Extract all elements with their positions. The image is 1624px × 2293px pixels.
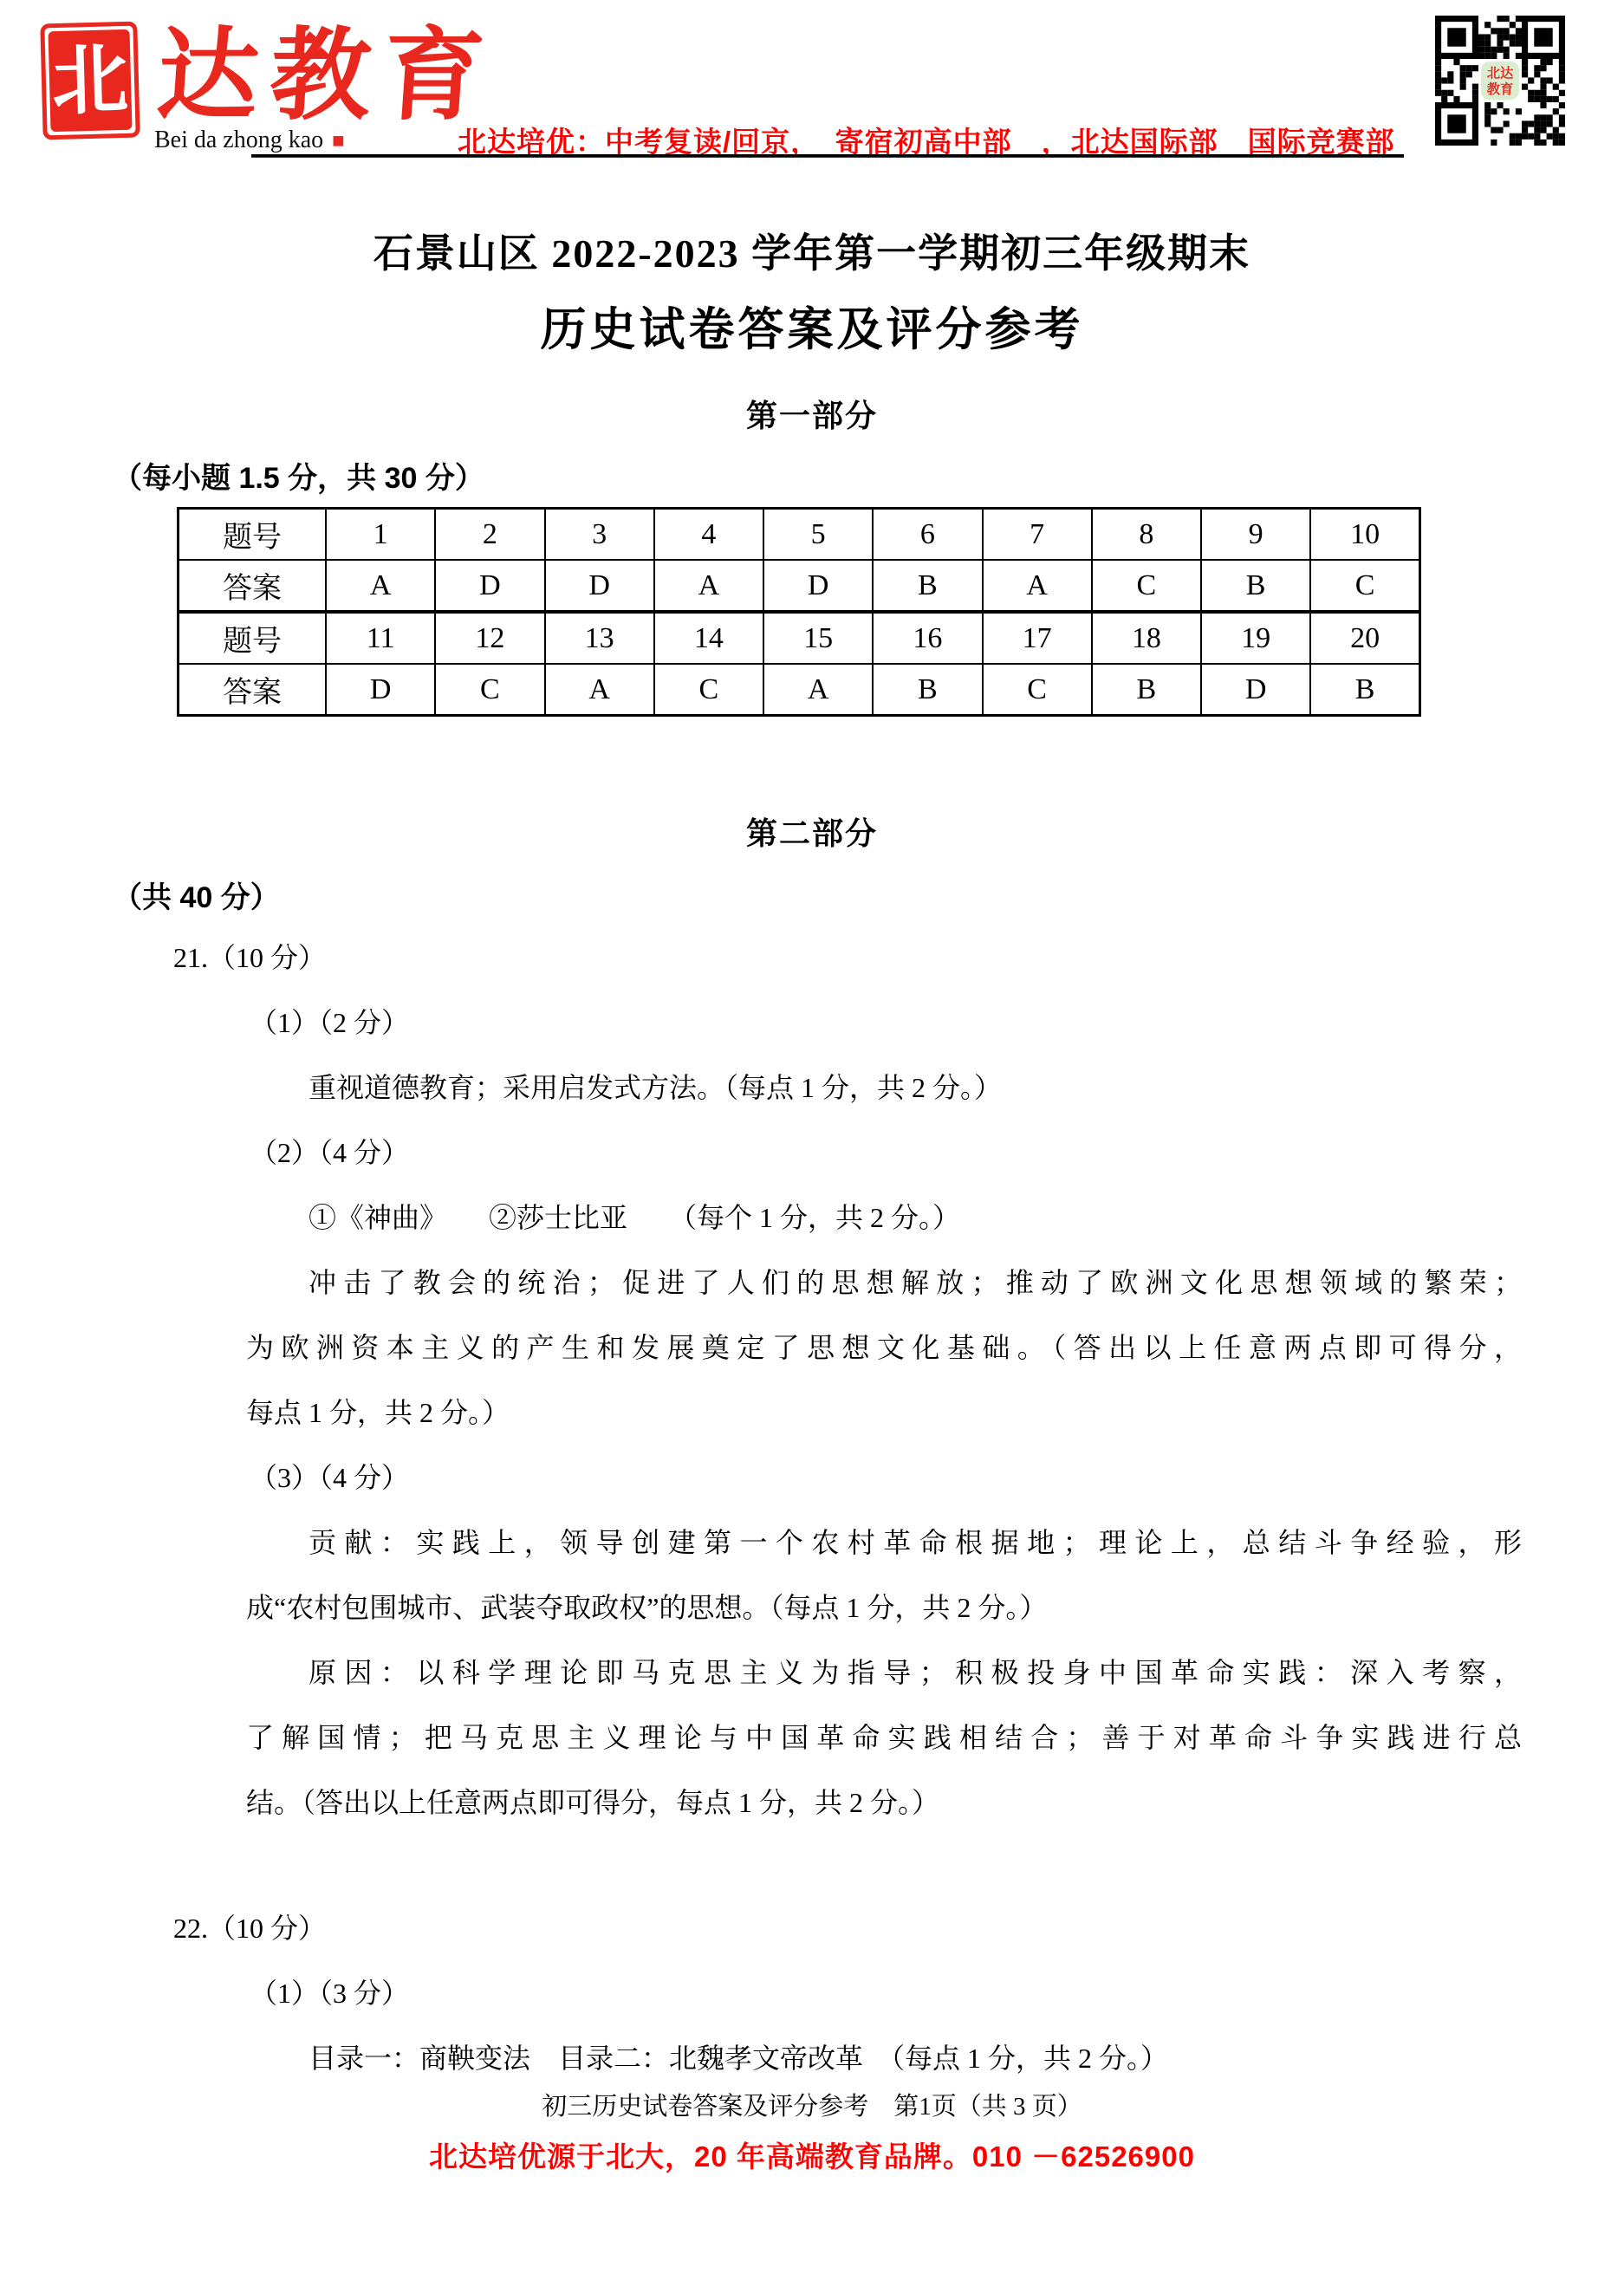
question-number-cell: 15 [763, 612, 873, 664]
question-number-cell: 19 [1201, 612, 1310, 664]
sub-question-heading: （1）（2 分） [250, 1007, 410, 1038]
question-22-heading: 22.（10 分） [173, 1913, 327, 1944]
answer-line: 原因：以科学理论即马克思主义为指导；积极投身中国革命实践：深入考察， [309, 1657, 1522, 1688]
row-header: 答案 [179, 664, 327, 716]
answer-line: 为欧洲资本主义的产生和发展奠定了思想文化基础。（答出以上任意两点即可得分， [246, 1332, 1522, 1363]
table-row-answers [179, 560, 1420, 612]
footer-page-info: 初三历史试卷答案及评分参考 第1页（共 3 页） [542, 2093, 1082, 2121]
question-number-cell: 6 [873, 509, 982, 561]
question-number-cell: 3 [545, 509, 654, 561]
answer-cell: B [1092, 664, 1201, 716]
part2-score-note: （共 40 分） [113, 881, 280, 914]
document-title: 石景山区 2022-2023 学年第一学期初三年级期末 [373, 231, 1251, 276]
answer-cell: D [435, 560, 544, 612]
sub-question-heading: （3）（4 分） [250, 1462, 410, 1493]
answer-cell: A [763, 664, 873, 716]
part2-heading: 第二部分 [745, 815, 878, 851]
answer-cell: B [1201, 560, 1310, 612]
question-number-cell: 17 [983, 612, 1092, 664]
answer-cell: B [873, 560, 982, 612]
question-number-cell: 12 [435, 612, 544, 664]
document-subtitle: 历史试卷答案及评分参考 [540, 304, 1084, 355]
answer-line: 贡献：实践上，领导创建第一个农村革命根据地；理论上，总结斗争经验，形 [309, 1527, 1522, 1558]
question-number-cell: 1 [326, 509, 435, 561]
part1-score-note: （每小题 1.5 分，共 30 分） [113, 462, 484, 495]
answer-cell: C [435, 664, 544, 716]
answer-cell: D [1201, 664, 1310, 716]
question-number-cell: 16 [873, 612, 982, 664]
question-number-cell: 8 [1092, 509, 1201, 561]
sub-question-heading: （2）（4 分） [250, 1137, 410, 1168]
seal-background [48, 29, 132, 132]
table-row-question-numbers [179, 509, 1420, 561]
answer-table [177, 507, 1421, 717]
row-header: 题号 [179, 612, 327, 664]
question-number-cell: 5 [763, 509, 873, 561]
red-square-marker: ■ [332, 130, 345, 153]
answer-line: 目录一：商鞅变法 目录二：北魏孝文帝改革 （每点 1 分，共 2 分。） [309, 2043, 1169, 2074]
answer-line: 重视道德教育；采用启发式方法。（每点 1 分，共 2 分。） [309, 1072, 1003, 1103]
answer-line: 结。（答出以上任意两点即可得分，每点 1 分，共 2 分。） [246, 1787, 940, 1818]
question-number-cell: 10 [1310, 509, 1419, 561]
answer-cell: B [1310, 664, 1419, 716]
footer-slogan: 北达培优源于北大，20 年高端教育品牌。010 －62526900 [429, 2140, 1195, 2173]
part1-heading: 第一部分 [745, 398, 878, 433]
row-header: 答案 [179, 560, 327, 612]
answer-cell: A [545, 664, 654, 716]
promo-banner: 北达培优：中考复读/回京， 寄宿初高中部 ，北达国际部 国际竞赛部 [458, 126, 1395, 158]
answer-line: 成“农村包围城市、武装夺取政权”的思想。（每点 1 分，共 2 分。） [246, 1592, 1048, 1623]
answer-cell: A [983, 560, 1092, 612]
seal-character: 北 [50, 34, 130, 127]
question-number-cell: 4 [654, 509, 763, 561]
answer-line: ①《神曲》 ②莎士比亚 （每个 1 分，共 2 分。） [309, 1202, 961, 1233]
answer-cell: D [545, 560, 654, 612]
answer-line: 每点 1 分，共 2 分。） [246, 1397, 510, 1428]
answer-cell: A [326, 560, 435, 612]
sub-question-heading: （1）（3 分） [250, 1978, 410, 2009]
answer-line: 冲击了教会的统治；促进了人们的思想解放；推动了欧洲文化思想领域的繁荣； [309, 1267, 1522, 1298]
answer-cell: C [983, 664, 1092, 716]
answer-cell: C [1092, 560, 1201, 612]
svg-text:北达: 北达 [1486, 65, 1514, 81]
question-number-cell: 11 [326, 612, 435, 664]
table-row-answers [179, 664, 1420, 716]
question-21-heading: 21.（10 分） [173, 942, 327, 973]
brand-pinyin-text: Bei da zhong kao [154, 127, 324, 153]
row-header: 题号 [179, 509, 327, 561]
question-number-cell: 20 [1310, 612, 1419, 664]
question-number-cell: 9 [1201, 509, 1310, 561]
brand-wordmark: 达教育 [153, 17, 500, 134]
question-number-cell: 2 [435, 509, 544, 561]
answer-cell: C [1310, 560, 1419, 612]
table-row-question-numbers [179, 612, 1420, 664]
question-number-cell: 7 [983, 509, 1092, 561]
header-divider [251, 154, 1404, 158]
brand-seal-logo [40, 22, 140, 140]
answer-cell: C [654, 664, 763, 716]
question-number-cell: 18 [1092, 612, 1201, 664]
answer-cell: D [763, 560, 873, 612]
brand-pinyin [154, 127, 345, 154]
question-number-cell: 13 [545, 612, 654, 664]
answer-cell: A [654, 560, 763, 612]
question-number-cell: 14 [654, 612, 763, 664]
answer-line: 了解国情；把马克思主义理论与中国革命实践相结合；善于对革命斗争实践进行总 [246, 1722, 1522, 1753]
answer-cell: D [326, 664, 435, 716]
qr-code [1435, 16, 1565, 146]
answer-cell: B [873, 664, 982, 716]
svg-text:教育: 教育 [1486, 81, 1514, 97]
